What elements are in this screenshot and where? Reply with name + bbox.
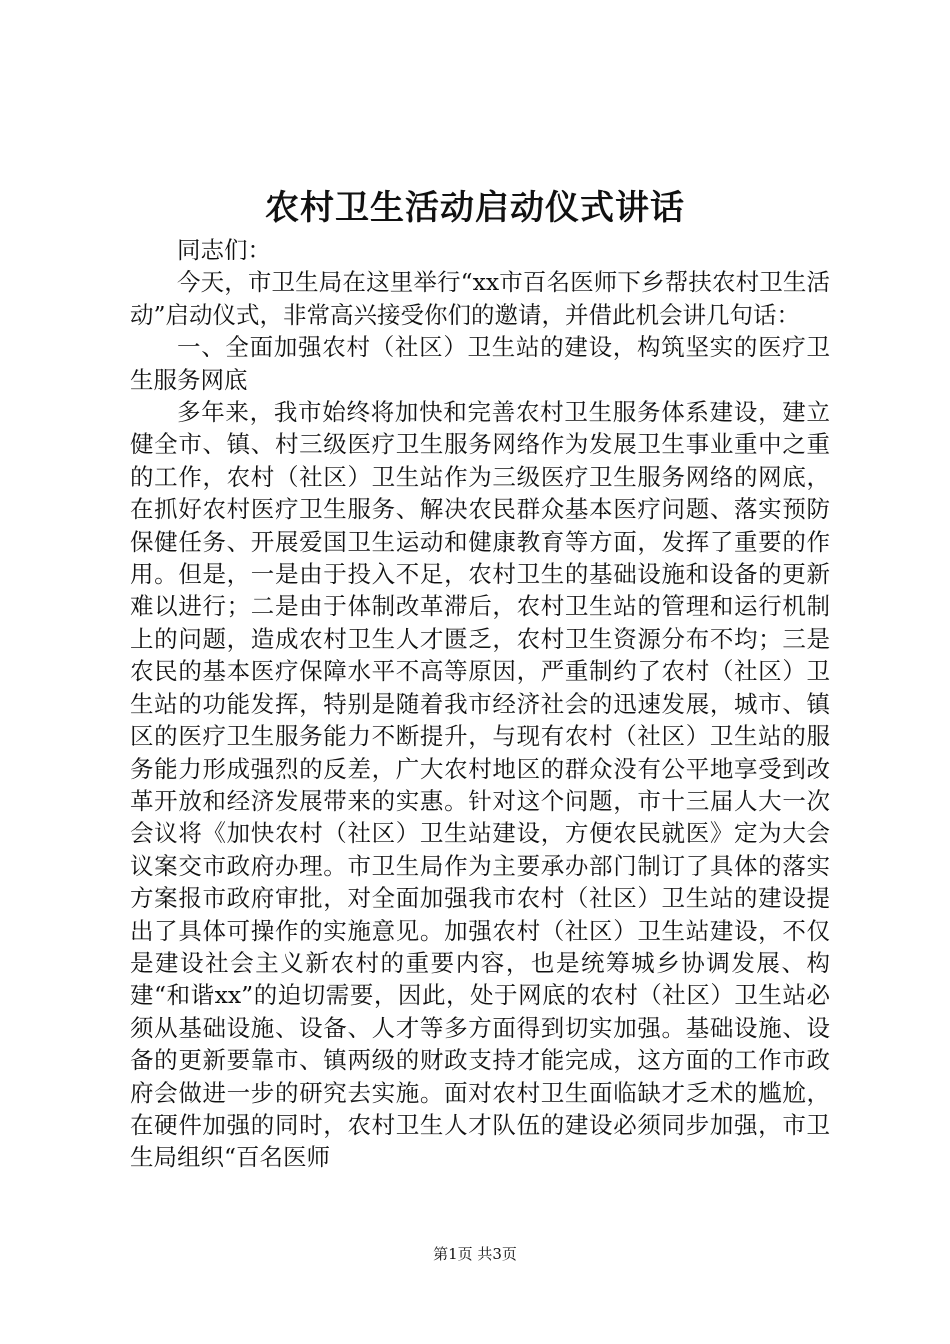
- body-paragraph: 多年来，我市始终将加快和完善农村卫生服务体系建设，建立健全市、镇、村三级医疗卫生服务网络作为发展卫生事业重中之重的工作，农村（社区）卫生站作为三级医疗卫生服务网络的网底，在抓好农村医疗卫生服务、解决农民群众基本医疗问题、落实预防保健任务、开展爱国卫生运动和健康教育等方面，发挥了重要的作用。但是，一是由于投入不足，农村卫生的基础设施和设备的更新难以进行；二是由于体制改革滞后，农村卫生站的管理和运行机制上的问题，造成农村卫生人才匮乏，农村卫生资源分布不均；三是农民的基本医疗保障水平不高等原因，严重制约了农村（社区）卫生站的功能发挥，特别是随着我市经济社会的迅速发展，城市、镇区的医疗卫生服务能力不断提升，与现有农村（社区）卫生站的服务能力形成强烈的反差，广大农村地区的群众没有公平地享受到改革开放和经济发展带来的实惠。针对这个问题，市十三届人大一次会议将《加快农村（社区）卫生站建设，方便农民就医》定为大会议案交市政府办理。市卫生局作为主要承办部门制订了具体的落实方案报市政府审批，对全面加强我市农村（社区）卫生站的建设提出了具体可操作的实施意见。加强农村（社区）卫生站建设，不仅是建设社会主义新农村的重要内容，也是统筹城乡协调发展、构建“和谐xx”的迫切需要，因此，处于网底的农村（社区）卫生站必须从基础设施、设备、人才等多方面得到切实加强。基础设施、设备的更新要靠市、镇两级的财政支持才能完成，这方面的工作市政府会做进一步的研究去实施。面对农村卫生面临缺才乏术的尴尬，在硬件加强的同时，农村卫生人才队伍的建设必须同步加强，市卫生局组织“百名医师: [130, 398, 830, 1172]
- salutation-paragraph: 同志们：: [177, 236, 271, 264]
- document-title: 农村卫生活动启动仪式讲话: [265, 188, 685, 228]
- document-body: [130, 234, 830, 1174]
- intro-paragraph: 今天，市卫生局在这里举行“xx市百名医师下乡帮扶农村卫生活动”启动仪式，非常高兴接受你们的邀请，并借此机会讲几句话：: [130, 268, 830, 329]
- section-heading-paragraph: 一、全面加强农村（社区）卫生站的建设，构筑坚实的医疗卫生服务网底: [130, 333, 830, 394]
- page-footer: 第1页 共3页: [433, 1245, 517, 1263]
